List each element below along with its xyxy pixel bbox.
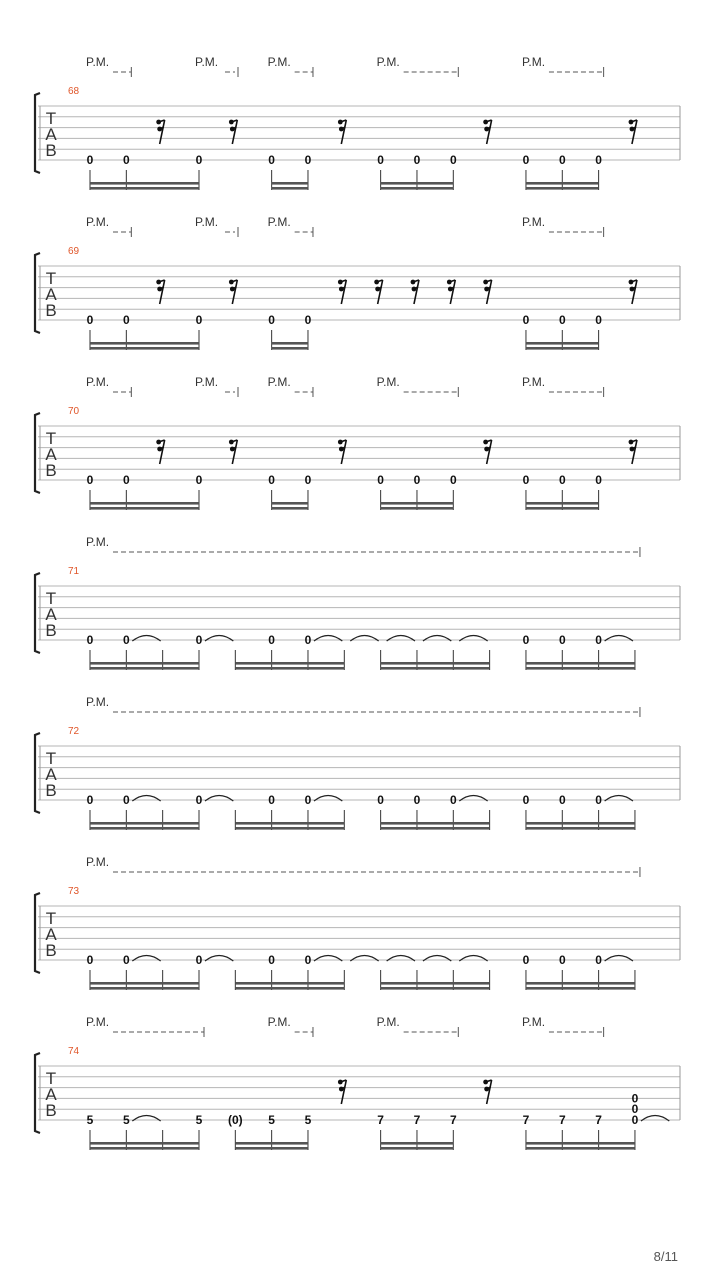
fret-number: 0: [377, 153, 384, 167]
fret-number: 7: [595, 1113, 602, 1127]
tab-clef-letter: B: [45, 461, 57, 480]
fret-number: 0: [268, 633, 275, 647]
fret-number: 0: [413, 793, 421, 807]
system-bracket: [35, 253, 40, 333]
sixteenth-rest: [338, 440, 346, 464]
beam: [381, 982, 490, 985]
measure-number: 71: [68, 566, 80, 577]
beam: [526, 822, 635, 825]
fret-number: 0: [449, 153, 457, 167]
fret-number: 0: [195, 793, 203, 807]
beam: [235, 827, 344, 830]
tab-clef-letter: A: [45, 285, 57, 304]
beam: [381, 822, 490, 825]
tab-clef-letter: B: [45, 301, 57, 320]
beam: [235, 662, 344, 665]
beam: [526, 827, 635, 830]
fret-number: 0: [195, 153, 203, 167]
fret-number: 0: [122, 313, 130, 327]
beam: [90, 347, 199, 350]
tab-clef-letter: T: [45, 909, 57, 928]
page-number: 8/11: [653, 1249, 678, 1264]
fret-number: 0: [195, 473, 203, 487]
fret-number: 5: [122, 1113, 130, 1127]
fret-number: 0: [122, 473, 130, 487]
measure-number: 74: [68, 1046, 80, 1057]
fret-number: 0: [413, 153, 421, 167]
fret-number: 0: [631, 1091, 639, 1106]
beam: [526, 662, 635, 665]
tab-system: [35, 695, 680, 830]
beam: [526, 507, 599, 510]
measure-number: 70: [68, 406, 80, 417]
fret-number: 0: [522, 473, 530, 487]
fret-number: 7: [449, 1113, 457, 1127]
tab-system: [35, 855, 680, 990]
palm-mute-label: P.M.: [376, 55, 400, 69]
palm-mute-label: P.M.: [86, 855, 110, 869]
system-bracket: [35, 1053, 40, 1133]
fret-number: 0: [122, 633, 130, 647]
measure-number: 72: [68, 726, 80, 737]
beam: [526, 347, 599, 350]
palm-mute-label: P.M.: [267, 1015, 291, 1029]
fret-number: 0: [449, 473, 457, 487]
fret-number: 5: [86, 1113, 94, 1127]
fret-number: 0: [558, 793, 566, 807]
beam: [526, 502, 599, 505]
fret-number: 0: [558, 473, 566, 487]
palm-mute-label: P.M.: [267, 55, 291, 69]
measure-number: 73: [68, 886, 80, 897]
palm-mute-label: P.M.: [521, 375, 546, 389]
fret-number: 0: [522, 633, 530, 647]
beam: [381, 667, 490, 670]
sixteenth-rest: [483, 280, 491, 304]
fret-number: 0: [413, 473, 421, 487]
beam: [381, 1147, 454, 1150]
beam: [381, 502, 454, 505]
system-bracket: [35, 573, 40, 653]
palm-mute-label: P.M.: [86, 535, 110, 549]
tab-system: [35, 55, 680, 190]
sixteenth-rest: [229, 120, 237, 144]
beam: [381, 662, 490, 665]
sixteenth-rest: [629, 280, 637, 304]
beam: [235, 667, 344, 670]
measure-number: 68: [68, 86, 80, 97]
tab-clef-letter: A: [45, 445, 57, 464]
sixteenth-rest: [156, 120, 164, 144]
fret-number: 0: [595, 793, 602, 807]
fret-number: 0: [86, 313, 94, 327]
fret-number: 0: [86, 473, 94, 487]
tab-clef-letter: T: [45, 1069, 57, 1088]
tab-clef-letter: T: [45, 269, 57, 288]
tab-clef-letter: B: [45, 1101, 57, 1120]
fret-number: 0: [631, 1113, 639, 1127]
beam: [381, 1142, 454, 1145]
beam: [90, 342, 199, 345]
fret-number: 0: [558, 633, 566, 647]
beam: [526, 342, 599, 345]
tab-clef-letter: T: [45, 589, 57, 608]
beam: [272, 507, 308, 510]
palm-mute-label: P.M.: [267, 215, 291, 229]
beam: [235, 822, 344, 825]
palm-mute-label: P.M.: [86, 1015, 110, 1029]
fret-number: 0: [268, 793, 275, 807]
tab-system: [35, 215, 680, 350]
fret-number: 0: [449, 793, 457, 807]
palm-mute-label: P.M.: [86, 215, 110, 229]
fret-number: 0: [268, 953, 275, 967]
tab-clef-letter: A: [45, 925, 57, 944]
fret-number: 0: [304, 313, 312, 327]
beam: [526, 987, 635, 990]
sixteenth-rest: [338, 280, 346, 304]
beam: [235, 1142, 308, 1145]
sixteenth-rest: [411, 280, 419, 304]
beam: [272, 182, 308, 185]
sixteenth-rest: [156, 440, 164, 464]
tab-clef-letter: B: [45, 781, 57, 800]
fret-number: 0: [268, 313, 275, 327]
beam: [272, 187, 308, 190]
system-bracket: [35, 93, 40, 173]
beam: [526, 1147, 635, 1150]
sixteenth-rest: [229, 440, 237, 464]
fret-number: 0: [522, 313, 530, 327]
fret-number: 7: [558, 1113, 566, 1127]
fret-number: 5: [304, 1113, 312, 1127]
fret-number: 0: [631, 1102, 639, 1117]
beam: [272, 347, 308, 350]
tab-system: [35, 1015, 680, 1150]
fret-number: 0: [304, 793, 312, 807]
sixteenth-rest: [483, 440, 491, 464]
beam: [90, 987, 199, 990]
fret-number: 7: [413, 1113, 421, 1127]
fret-number: 0: [595, 313, 602, 327]
beam: [272, 502, 308, 505]
fret-number: 5: [195, 1113, 203, 1127]
beam: [526, 982, 635, 985]
tab-clef-letter: A: [45, 765, 57, 784]
fret-number: 0: [558, 313, 566, 327]
fret-number: 0: [86, 793, 94, 807]
sixteenth-rest: [483, 1080, 491, 1104]
sixteenth-rest: [447, 280, 455, 304]
beam: [526, 1142, 635, 1145]
sixteenth-rest: [156, 280, 164, 304]
fret-number: 0: [304, 953, 312, 967]
fret-number: 0: [86, 153, 94, 167]
fret-number: 0: [195, 953, 203, 967]
palm-mute-label: P.M.: [376, 1015, 400, 1029]
palm-mute-label: P.M.: [194, 215, 219, 229]
system-bracket: [35, 893, 40, 973]
sixteenth-rest: [483, 120, 491, 144]
beam: [272, 342, 308, 345]
fret-number: 0: [86, 633, 94, 647]
beam: [90, 182, 199, 185]
sixteenth-rest: [374, 280, 382, 304]
fret-number: 0: [595, 153, 602, 167]
fret-number: 7: [522, 1113, 530, 1127]
beam: [235, 982, 344, 985]
tab-clef-letter: T: [45, 109, 57, 128]
palm-mute-label: P.M.: [86, 375, 110, 389]
tab-clef-letter: B: [45, 621, 57, 640]
fret-number: 0: [377, 793, 384, 807]
palm-mute-label: P.M.: [376, 375, 400, 389]
beam: [235, 1147, 308, 1150]
tab-clef-letter: B: [45, 941, 57, 960]
palm-mute-label: P.M.: [86, 55, 110, 69]
sixteenth-rest: [629, 440, 637, 464]
fret-number: 0: [304, 153, 312, 167]
fret-number: 0: [522, 793, 530, 807]
palm-mute-label: P.M.: [86, 695, 110, 709]
beam: [90, 1142, 199, 1145]
fret-number: 0: [522, 153, 530, 167]
sixteenth-rest: [629, 120, 637, 144]
tab-clef-letter: A: [45, 605, 57, 624]
beam: [90, 1147, 199, 1150]
beam: [526, 187, 599, 190]
fret-number: 0: [595, 473, 602, 487]
beam: [381, 182, 454, 185]
sixteenth-rest: [338, 120, 346, 144]
beam: [526, 667, 635, 670]
palm-mute-label: P.M.: [521, 55, 546, 69]
sixteenth-rest: [229, 280, 237, 304]
tab-clef-letter: T: [45, 749, 57, 768]
beam: [90, 667, 199, 670]
fret-number: 0: [595, 953, 602, 967]
beam: [90, 502, 199, 505]
fret-number: 0: [122, 793, 130, 807]
fret-number: 0: [268, 153, 275, 167]
tab-clef-letter: B: [45, 141, 57, 160]
tab-system: [35, 375, 680, 510]
measure-number: 69: [68, 246, 80, 257]
tab-clef-letter: T: [45, 429, 57, 448]
fret-number: 0: [304, 473, 312, 487]
fret-number: 0: [558, 153, 566, 167]
beam: [381, 187, 454, 190]
system-bracket: [35, 733, 40, 813]
beam: [235, 987, 344, 990]
fret-number: 0: [304, 633, 312, 647]
fret-number: 0: [195, 633, 203, 647]
beam: [381, 987, 490, 990]
tab-clef-letter: A: [45, 1085, 57, 1104]
palm-mute-label: P.M.: [521, 1015, 546, 1029]
tab-system: [35, 535, 680, 670]
beam: [90, 982, 199, 985]
system-bracket: [35, 413, 40, 493]
palm-mute-label: P.M.: [267, 375, 291, 389]
palm-mute-label: P.M.: [194, 55, 219, 69]
fret-number: 0: [522, 953, 530, 967]
fret-number: 0: [86, 953, 94, 967]
fret-number: 0: [595, 633, 602, 647]
beam: [90, 827, 199, 830]
palm-mute-label: P.M.: [521, 215, 546, 229]
fret-number: 0: [122, 953, 130, 967]
beam: [90, 662, 199, 665]
fret-number: 0: [268, 473, 275, 487]
beam: [90, 822, 199, 825]
fret-number: (0): [227, 1113, 243, 1127]
palm-mute-label: P.M.: [194, 375, 219, 389]
beam: [381, 827, 490, 830]
fret-number: 0: [377, 473, 384, 487]
fret-number: 0: [558, 953, 566, 967]
sixteenth-rest: [338, 1080, 346, 1104]
fret-number: 0: [122, 153, 130, 167]
beam: [526, 182, 599, 185]
fret-number: 0: [195, 313, 203, 327]
tab-clef-letter: A: [45, 125, 57, 144]
beam: [90, 507, 199, 510]
beam: [90, 187, 199, 190]
beam: [381, 507, 454, 510]
fret-number: 5: [268, 1113, 275, 1127]
fret-number: 7: [377, 1113, 384, 1127]
